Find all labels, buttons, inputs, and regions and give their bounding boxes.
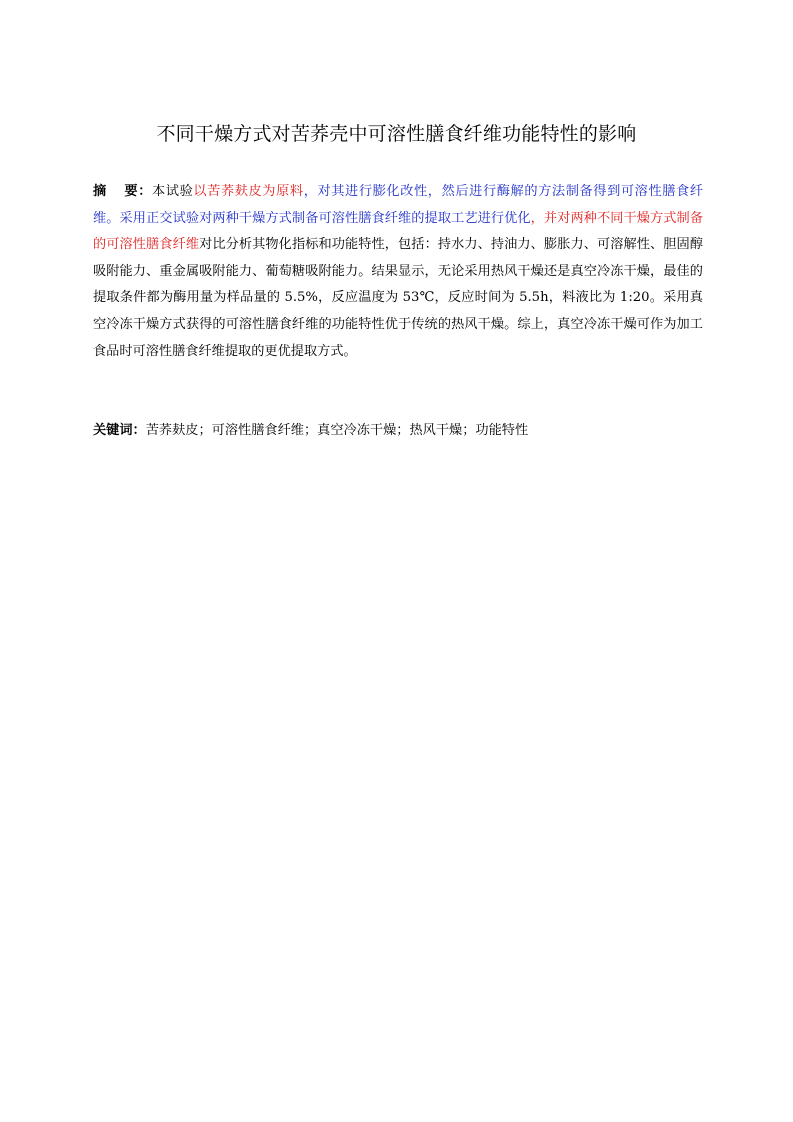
- abstract-label-part1: 摘: [93, 184, 107, 199]
- abstract-segment-1: 本试验: [151, 184, 194, 199]
- abstract-highlight-blue: ，对其进行膨化改性，然后进行酶解的方法制备得到可溶性膳食纤维。采用正交试验对两种干燥方式制备可溶性膳食纤维的提取工艺进行优化: [93, 184, 704, 226]
- abstract-label-part2: 要：: [123, 184, 152, 199]
- keywords-text: 苦荞麸皮；可溶性膳食纤维；真空冷冻干燥；热风干燥；功能特性: [145, 423, 529, 438]
- keywords-label: 关键词：: [93, 423, 146, 438]
- abstract-paragraph: [93, 179, 703, 365]
- abstract-segment-5: 对比分析其物化指标和功能特性，包括：持水力、持油力、膨胀力、可溶解性、胆固醇吸附能力、重金属吸附能力、葡萄糖吸附能力。结果显示，无论采用热风干燥还是真空冷冻干燥，最佳的提取条件都为酶用量为样品量的 5.5%，反应温度为 53℃，反应时间为 5.5h，料液比为 1:20。采用真空冷冻干燥方式获得的可溶性膳食纤维的功能特性优于传统的热风干燥。综上，真空冷冻干燥可作为加工食品时可溶性膳食纤维提取的更优提取方式。: [93, 237, 704, 359]
- page-title: 不同干燥方式对苦荞壳中可溶性膳食纤维功能特性的影响: [156, 123, 637, 145]
- keywords-line: [93, 418, 703, 444]
- abstract-highlight-red-1: 以苦荞麸皮为原料: [193, 184, 304, 199]
- abstract-highlight-red-2: ，并对两种不同干燥方式制备的可溶性膳食纤维: [93, 210, 704, 253]
